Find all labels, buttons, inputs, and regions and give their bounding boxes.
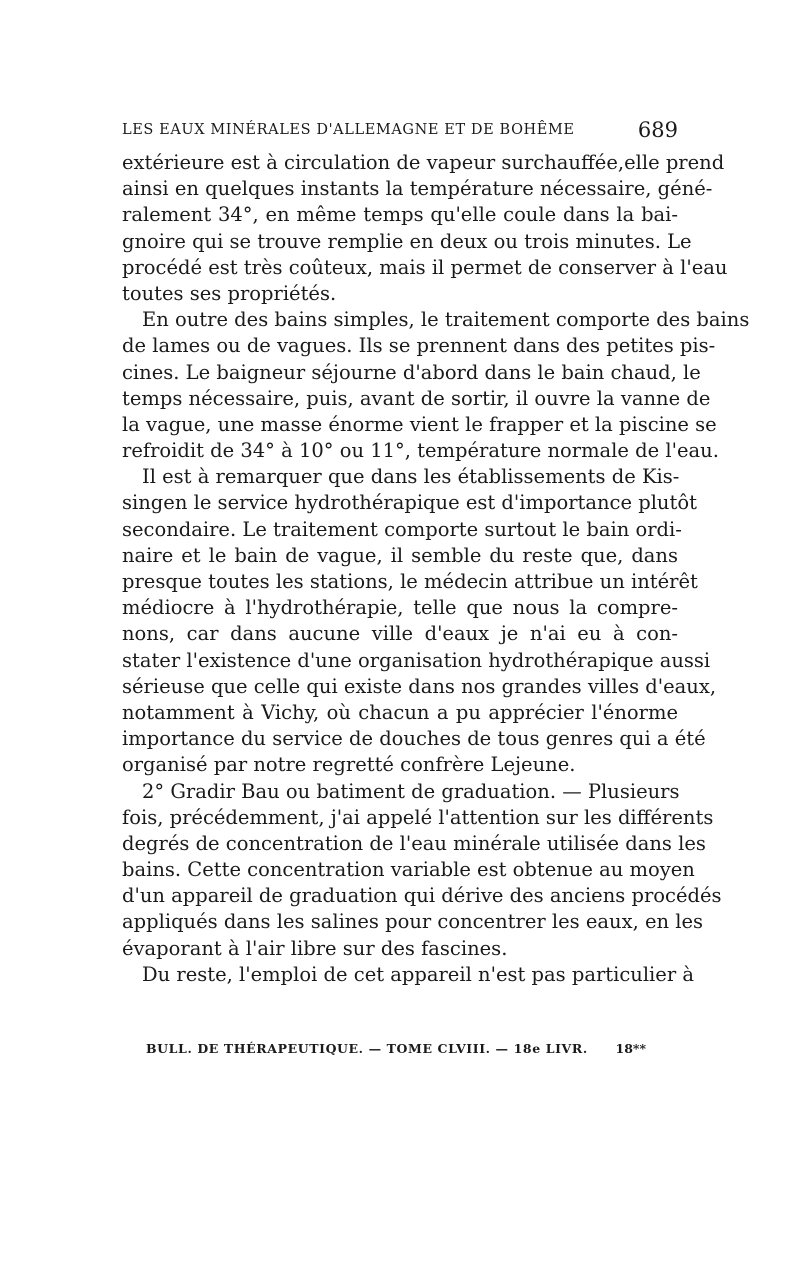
text-line: nons, car dans aucune ville d'eaux je n'ai eu à con- xyxy=(122,622,678,646)
text-line: temps nécessaire, puis, avant de sortir, il ouvre la vanne de xyxy=(122,386,711,410)
running-title: LES EAUX MINÉRALES D'ALLEMAGNE ET DE BOHÊME xyxy=(122,122,575,138)
text-line: procédé est très coûteux, mais il permet de conserver à l'eau xyxy=(122,255,728,279)
text-line: toutes ses propriétés. xyxy=(122,281,337,305)
text-line: sérieuse que celle qui existe dans nos grandes villes d'eaux, xyxy=(122,674,717,698)
text-line: organisé par notre regretté confrère Lejeune. xyxy=(122,753,576,777)
text-line: refroidit de 34° à 10° ou 11°, température normale de l'eau. xyxy=(122,439,719,463)
text-line: fois, précédemment, j'ai appelé l'attention sur les différents xyxy=(122,805,714,829)
text-line: degrés de concentration de l'eau minérale utilisée dans les xyxy=(122,831,706,855)
text-line: bains. Cette concentration variable est obtenue au moyen xyxy=(122,858,695,882)
body-text xyxy=(122,150,750,988)
text-line: stater l'existence d'une organisation hydrothérapique aussi xyxy=(122,648,711,672)
page-footer xyxy=(146,1041,646,1061)
page-number: 689 xyxy=(637,118,678,142)
text-line: de lames ou de vagues. Ils se prennent dans des petites pis- xyxy=(122,334,716,358)
text-line: gnoire qui se trouve remplie en deux ou trois minutes. Le xyxy=(122,229,692,253)
text-line: En outre des bains simples, le traitement comporte des bains xyxy=(142,308,750,332)
text-line: ainsi en quelques instants la température nécessaire, géné- xyxy=(122,177,713,201)
text-line: d'un appareil de graduation qui dérive des anciens procédés xyxy=(122,884,722,908)
text-line: médiocre à l'hydrothérapie, telle que nous la compre- xyxy=(122,596,678,620)
footer-text: BULL. DE THÉRAPEUTIQUE. — TOME CLVIII. — 18e LIVR. xyxy=(146,1041,588,1056)
text-line: singen le service hydrothérapique est d'importance plutôt xyxy=(122,491,697,515)
text-line: notamment à Vichy, où chacun a pu apprécier l'énorme xyxy=(122,700,678,724)
text-line: extérieure est à circulation de vapeur surchauffée,elle prend xyxy=(122,151,725,174)
text-line: Du reste, l'emploi de cet appareil n'est pas particulier à xyxy=(142,962,694,986)
section-heading-line: 2° Gradir Bau ou batiment de graduation. — Plusieurs xyxy=(142,779,680,803)
text-line: importance du service de douches de tous genres qui a été xyxy=(122,727,706,751)
text-line: évaporant à l'air libre sur des fascines. xyxy=(122,936,508,960)
text-line: presque toutes les stations, le médecin attribue un intérêt xyxy=(122,570,698,593)
text-line: appliqués dans les salines pour concentrer les eaux, en les xyxy=(122,910,704,934)
text-line: secondaire. Le traitement comporte surtout le bain ordi- xyxy=(122,517,682,541)
text-line: cines. Le baigneur séjourne d'abord dans le bain chaud, le xyxy=(122,360,701,384)
signature-mark: 18** xyxy=(615,1041,646,1056)
text-line: naire et le bain de vague, il semble du reste que, dans xyxy=(122,543,678,567)
page-header xyxy=(122,118,678,146)
text-line: ralement 34°, en même temps qu'elle coule dans la bai- xyxy=(122,203,678,227)
text-line: Il est à remarquer que dans les établissements de Kis- xyxy=(142,465,680,489)
text-line: la vague, une masse énorme vient le frapper et la piscine se xyxy=(122,412,717,436)
